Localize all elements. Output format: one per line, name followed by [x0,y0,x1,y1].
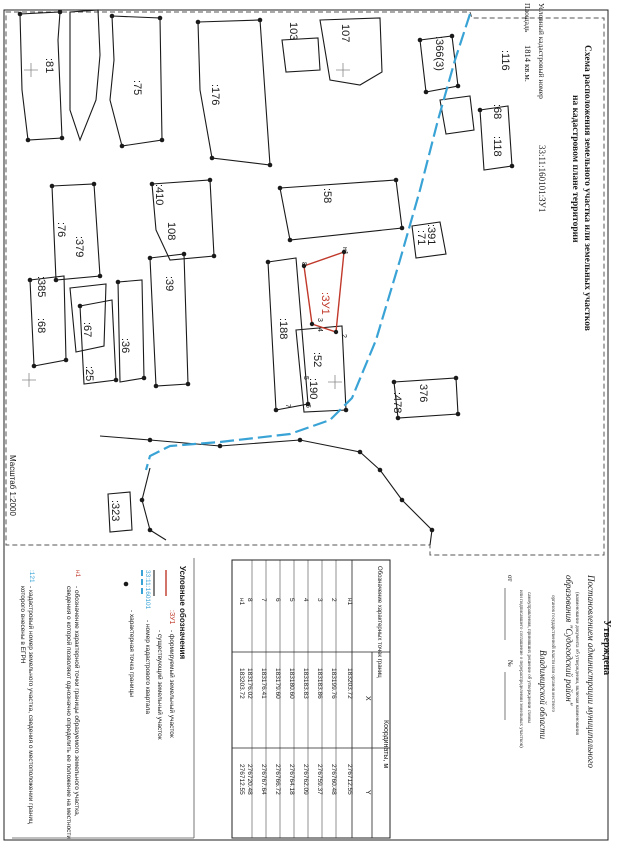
approval-line-2-note: органов государственной власти или органов местного [550,595,555,712]
approval-date-prefix: от [506,575,514,582]
table-cell-x: 183180.60 [288,668,295,699]
boundary-point [98,274,103,279]
zu1-point-label-8: 8 [300,262,307,266]
zu1-point-label-4: 4 [316,328,323,332]
zu1-label: :ЗУ1 [319,292,331,315]
boundary-point [26,138,31,143]
parcel-label: :176 [209,84,221,106]
table-cell-x: 183203.72 [346,668,353,699]
zu1-point-label-3: 3 [316,318,323,322]
boundary-point [54,278,59,283]
parcel-label: :478 [391,392,403,414]
parcel-label: :36 [119,338,131,354]
parcel-label: 107 [339,24,351,43]
boundary-point [418,38,423,43]
table-cell-x: 183179.60 [274,668,281,699]
boundary-point [212,254,217,259]
legend-swatch-point [124,582,129,587]
boundary-point [158,16,163,21]
boundary-point [456,412,461,417]
parcel-label: :58 [321,188,333,204]
boundary-point [110,14,115,19]
parcel-label: :410 [153,184,165,206]
boundary-point [392,380,397,385]
legend-item-5-marker: н1 [74,570,81,578]
legend-item-4-text: - характерная точка границы [128,610,135,697]
parcel-label: :385 [35,276,47,298]
legend-item-5-text: - обозначение характерной точки границы образуемого земельного участка, сведения о которой позволяют однозначно определить ее положение на местности [65,586,80,840]
title-line-1: Схема расположения земельного участка или земельных участков [582,45,592,331]
table-cell-y: 276712.55 [346,764,353,795]
approval-line-2: образования "Судогодский район" [564,575,574,706]
approval-line-3-note: самоуправления, принявших решение об утверждении схемы [526,592,531,723]
boundary-point [160,138,165,143]
boundary-point [344,408,349,413]
table-cell-x: 183199.76 [330,668,337,699]
approval-line-3: Владимирской области [538,650,548,740]
boundary-point [114,378,119,383]
legend-item-3-text: - номер кадастрового квартала [144,620,151,715]
scale-label: Масштаб 1:2000 [8,455,17,516]
boundary-point [64,358,69,363]
boundary-point [456,84,461,89]
parcel-label: 376 [417,384,429,403]
boundary-point [142,376,147,381]
zu1-point-label-5: 5 [302,376,309,380]
table-cell-x: 183176.41 [260,668,267,699]
table-cell-point: н1 [238,598,245,606]
boundary-point [450,34,455,39]
parcel-label: :75 [131,80,143,96]
table-header-coords: Координаты, м [382,720,389,769]
boundary-point [378,468,383,473]
boundary-point [116,280,121,285]
parcel-label: :366(3) [433,36,445,71]
scale-label-group [8,455,17,516]
boundary-point [258,18,263,23]
parcel-label: :116 [499,50,511,71]
title-line-2: на кадастровом плане территории [570,95,580,243]
approval-line-4-note: или подписавшего соглашение о перераспределении земельных участков) [518,590,523,748]
legend-item-1-text: - формируемый земельный участок [168,630,175,738]
cadastral-label: Условный кадастровый номер [537,3,546,99]
parcel-label: :190 [307,378,319,400]
boundary-point [60,136,65,141]
boundary-point [394,178,399,183]
parcel-label: :323 [109,500,121,522]
boundary-point [268,163,273,168]
parcel-label: :81 [43,58,55,74]
table-cell-y: 276760.48 [330,764,337,795]
area-value: 1814 кв.м. [523,45,533,82]
boundary-point [358,450,363,455]
boundary-point [32,364,37,369]
boundary-point [58,10,63,15]
parcel-label: :68 [491,104,503,120]
area-label: Площадь [523,3,532,33]
boundary-point [400,226,405,231]
table-header-x: X [364,696,371,701]
table-cell-point: 4 [302,598,309,602]
table-cell-x: 183176.02 [246,668,253,699]
boundary-point [298,438,303,443]
table-cell-y: 276720.48 [246,764,253,795]
boundary-point [210,156,215,161]
boundary-point [400,498,405,503]
boundary-point [120,144,125,149]
boundary-point [424,90,429,95]
table-header-y: Y [364,790,371,795]
parcel-label: :391 [425,224,437,246]
parcel-label: 108 [165,222,177,241]
table-cell-y: 276766.72 [274,764,281,795]
boundary-point [148,528,153,533]
legend-title: Условные обозначения [178,566,187,660]
legend-item-6-wrap [2,586,34,846]
boundary-point [266,260,271,265]
parcel-label: :71 [415,230,427,246]
boundary-point [186,382,191,387]
table-cell-x: 183183.83 [302,668,309,699]
boundary-point [396,416,401,421]
table-cell-point: 8 [246,598,253,602]
table-cell-y: 276759.37 [316,764,323,795]
zu1-point-label-2: 2 [340,334,347,338]
table-cell-point: 3 [316,598,323,602]
boundary-point [28,278,33,283]
parcel-label: :188 [277,318,289,340]
boundary-point [78,304,83,309]
table-cell-point: 2 [330,598,337,602]
boundary-point [154,384,159,389]
zu1-point-label-6: 6 [304,404,311,408]
zu1-point [310,322,314,326]
table-cell-y: 276712.55 [238,764,245,795]
legend-item-1-label: :ЗУ1 [168,610,175,625]
table-cell-x: 183183.86 [316,668,323,699]
table-cell-x: 183203.72 [238,668,245,699]
table-cell-point: 5 [288,598,295,602]
boundary-point [50,184,55,189]
boundary-point [148,256,153,261]
legend-item-2-text: - существующий земельный участок [156,630,163,740]
cadastral-number: 33:11:160101:ЗУ1 [537,145,547,213]
boundary-point [510,164,515,169]
boundary-point [196,20,201,25]
table-header-point: Обозначение характерных точек границ [376,566,382,678]
legend-item-6-text: - кадастровый номер земельного участка, сведения о местоположении границ которого внесены в ЕГРН [19,586,34,824]
parcel-label: 103 [287,22,299,41]
legend-item-5-wrap [40,586,80,846]
approval-number-prefix: № [506,660,514,667]
boundary-point [182,252,187,257]
boundary-point [208,178,213,183]
zu1-point [334,330,338,334]
approval-line-1-note: (наименование документа об утверждении, включая наименования [574,592,579,735]
table-cell-y: 276764.18 [288,764,295,795]
legend-item-3-label: 33:11:160101 [144,570,151,610]
zu1-point-label-7: 7 [284,404,291,408]
boundary-point [274,408,279,413]
parcel-label: :118 [491,136,503,157]
boundary-point [454,376,459,381]
table-cell-point: н1 [346,598,353,606]
parcel-label: :68 [35,318,47,334]
parcel-label: :379 [73,236,85,258]
table-cell-point: 7 [260,598,267,602]
legend-item-6-marker: :121 [28,570,35,583]
approval-heading: Утверждена [601,620,612,676]
parcel-label: :25 [83,366,95,382]
table-cell-point: 6 [274,598,281,602]
parcel-label: :76 [55,222,67,238]
boundary-point [148,438,153,443]
boundary-point [278,186,283,191]
boundary-point [218,444,223,449]
boundary-point [140,498,145,503]
boundary-point [478,108,483,113]
table-cell-y: 276767.64 [260,764,267,795]
boundary-point [92,182,97,187]
table-cell-y: 276762.09 [302,764,309,795]
boundary-point [18,12,23,17]
approval-line-1: Постановлением администрации муниципального [586,575,596,769]
boundary-point [288,238,293,243]
boundary-point [430,528,435,533]
parcel-label: :67 [81,322,93,338]
parcel-label: :39 [163,276,175,292]
zu1-point-label-n1: н1 [341,247,348,255]
parcel-label: :52 [311,352,323,368]
